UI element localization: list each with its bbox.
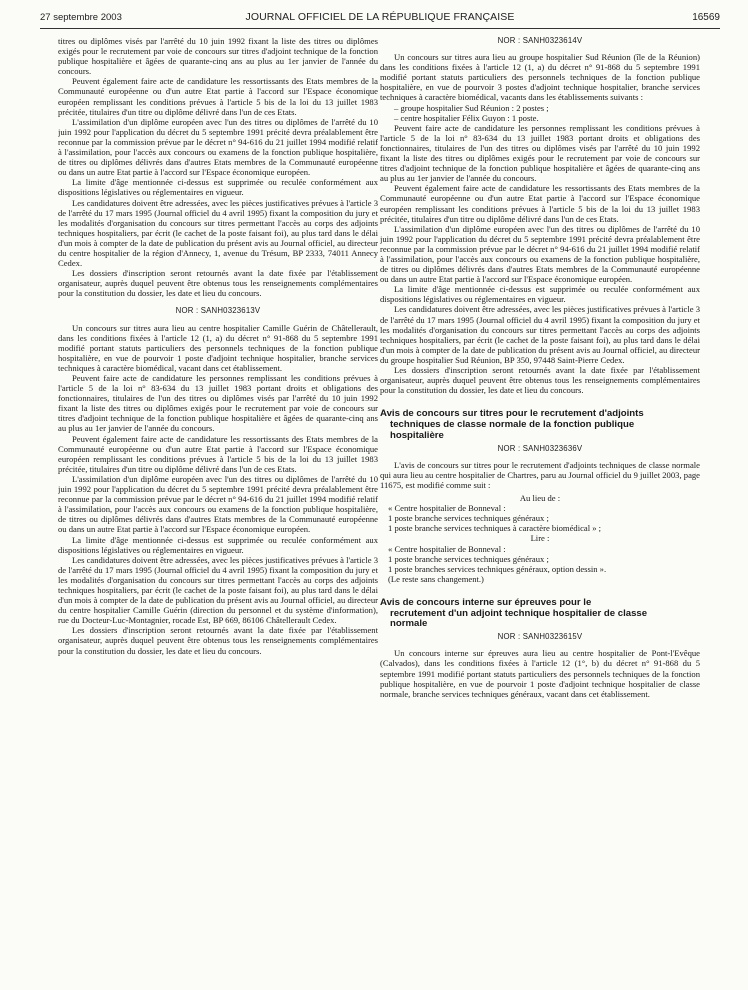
- paragraph: Peuvent également faire acte de candidature les ressortissants des Etats membres de la Communauté européenne ou d'un autre Etat partie à l'accord sur l'Espace économique européen remplissant les conditions prévues à l'article 5 bis de la loi du 13 juillet 1983 précitée, titulaires d'un titre ou diplôme délivré dans l'un de ces Etats.: [58, 433, 378, 474]
- amendment-label: Lire :: [530, 533, 550, 544]
- amendment-label: Au lieu de :: [519, 493, 561, 504]
- paragraph: Peuvent également faire acte de candidature les ressortissants des Etats membres de la Communauté européenne ou d'un autre Etat partie à l'accord sur l'Espace économique européen remplissant les conditions prévues à l'article 5 bis de la loi du 13 juillet 1983 précitée, titulaires d'un titre ou diplôme délivré dans l'un de ces Etats.: [58, 76, 378, 117]
- list-item: – centre hospitalier Félix Guyon : 1 poste.: [394, 112, 539, 123]
- section-heading: [380, 598, 700, 630]
- paragraph: Un concours interne sur épreuves aura lieu au centre hospitalier de Pont-l'Evêque (Calvados), dans les conditions fixées à l'article 12 (1°, b) du décret n° 91-868 du 5 septembre 1991 modifié portant statuts particuliers des personnels techniques de la fonction publique hospitalière, en vue de pourvoir 1 poste d'adjoint technique hospitalier de classe normale, branche services techniques généraux, vacant dans cet établissement.: [380, 648, 700, 699]
- paragraph: L'assimilation d'un diplôme européen avec l'un des titres ou diplômes de l'arrêté du 10 juin 1992 pour l'application du décret du 5 septembre 1991 précité devra préalablement être reconnue par la commission prévue par le décret n° 94-616 du 21 juillet 1994 modifié relatif à l'assimilation, pour l'accès aux concours ou examens de la fonction publique hospitalière, de titres ou diplômes délivrés dans d'autres Etats membres de la Communauté européenne ou dans un autre Etat partie à l'accord sur l'Espace économique européen.: [58, 116, 378, 178]
- paragraph: Les candidatures doivent être adressées, avec les pièces justificatives prévues à l'article 3 de l'arrêté du 17 mars 1995 (Journal officiel du 4 avril 1995) fixant la composition du jury et les modalités d'organisation du concours sur titres permettant l'accès au corps des adjoints techniques hospitaliers, par écrit (le cachet de la poste faisant foi), au plus tard dans le délai d'un mois à compter de la date de publication du présent avis au Journal officiel, au directeur du groupe hospitalier Sud Réunion, BP 350, 97448 Saint-Pierre Cedex.: [380, 304, 700, 365]
- issue-date: 27 septembre 2003: [40, 12, 122, 23]
- journal-title: JOURNAL OFFICIEL DE LA RÉPUBLIQUE FRANÇAISE: [245, 11, 515, 23]
- page-number: 16569: [692, 12, 720, 23]
- heading-line: recrutement d'un adjoint technique hospitalier de classe: [390, 607, 648, 619]
- quoted-line: « Centre hospitalier de Bonneval :: [388, 503, 506, 514]
- paragraph: Un concours sur titres aura lieu au centre hospitalier Camille Guérin de Châtellerault, dans les conditions fixées à l'article 12 (1, a) du décret n° 91-868 du 5 septembre 1991 modifié portant statuts particuliers des personnels techniques de la fonction publique hospitalière, en vue de pourvoir 1 poste d'adjoint technique hospitalier, branche services techniques à caractère biomédical, vacant dans cet établissement.: [58, 322, 378, 373]
- quoted-line: 1 poste branche services techniques généraux ;: [388, 513, 549, 524]
- paragraph: L'assimilation d'un diplôme européen avec l'un des titres ou diplômes de l'arrêté du 10 juin 1992 pour l'application du décret du 5 septembre 1991 précité devra préalablement être reconnue par la commission prévue par le décret n° 94-616 du 21 juillet 1994 modifié relatif à l'assimilation, pour l'accès aux concours ou examens de la fonction publique hospitalière, de titres ou diplômes délivrés dans d'autres Etats membres de la Communauté européenne ou dans un autre Etat partie à l'accord sur l'Espace économique européen.: [380, 223, 700, 285]
- paragraph: titres ou diplômes visés par l'arrêté du 10 juin 1992 fixant la liste des titres ou diplômes exigés pour le recrutement par voie de concours sur titres d'adjoint technique de la fonction publique hospitalière et âgées de quarante-cinq ans au plus au 1er janvier de l'année du concours.: [58, 36, 378, 77]
- paragraph: La limite d'âge mentionnée ci-dessus est supprimée ou reculée conformément aux dispositions législatives ou réglementaires en vigueur.: [58, 534, 378, 555]
- paragraph: Les dossiers d'inscription seront retournés avant la date fixée par l'établissement organisateur, auprès duquel peuvent être obtenus tous les renseignements complémentaires pour la constitution du dossier, les date et lieu du concours.: [58, 268, 378, 299]
- heading-line: Avis de concours interne sur épreuves pour le: [380, 596, 592, 608]
- paragraph: Peuvent faire acte de candidature les personnes remplissant les conditions prévues à l'article 5 de la loi n° 83-634 du 13 juillet 1983 portant droits et obligations des fonctionnaires, titulaires de l'un des titres ou diplômes visés par l'arrêté du 10 juin 1992 fixant la liste des titres ou diplômes exigés pour le recrutement par voie de concours sur titres d'adjoint technique de la fonction publique hospitalière et âgées de quarante-cinq ans au plus au 1er janvier de l'année du concours.: [380, 122, 700, 184]
- right-column: [380, 36, 700, 982]
- section-heading: [380, 409, 700, 441]
- heading-line: Avis de concours sur titres pour le recrutement d'adjoints: [380, 408, 644, 420]
- paragraph: L'assimilation d'un diplôme européen avec l'un des titres ou diplômes de l'arrêté du 10 juin 1992 pour l'application du décret du 5 septembre 1991 précité devra préalablement être reconnue par la commission prévue par le décret n° 94-616 du 21 juillet 1994 modifié relatif à l'assimilation, pour l'accès aux concours ou examens de la fonction publique hospitalière, de titres ou diplômes délivrés dans d'autres Etats membres de la Communauté européenne ou dans un autre Etat partie à l'accord sur l'Espace économique européen.: [58, 473, 378, 535]
- paragraph: La limite d'âge mentionnée ci-dessus est supprimée ou reculée conformément aux dispositions législatives ou réglementaires en vigueur.: [58, 177, 378, 198]
- paragraph: Les dossiers d'inscription seront retournés avant la date fixée par l'établissement organisateur, auprès duquel peuvent être obtenus tous les renseignements complémentaires pour la constitution du dossier, les date et lieu du concours.: [380, 365, 700, 396]
- quoted-line: 1 poste branche services techniques à caractère biomédical » ;: [388, 523, 602, 534]
- paragraph: Un concours sur titres aura lieu au groupe hospitalier Sud Réunion (île de la Réunion) dans les conditions fixées à l'article 12 (1, a) du décret n° 91-868 du 5 septembre 1991 modifié portant statuts particuliers des personnels techniques de la fonction publique hospitalière, en vue de pourvoir 3 postes d'adjoint technique hospitalier, branche services techniques à caractère biomédical, vacants dans les établissements suivants :: [380, 52, 700, 103]
- heading-line: techniques de classe normale de la fonction publique: [390, 419, 635, 431]
- paragraph: Peuvent faire acte de candidature les personnes remplissant les conditions prévues à l'article 5 de la loi n° 83-634 du 13 juillet 1983 portant droits et obligations des fonctionnaires, titulaires de l'un des titres ou diplômes visés par l'arrêté du 10 juin 1992 fixant la liste des titres ou diplômes exigés pour le recrutement par voie de concours sur titres d'adjoint technique de la fonction publique hospitalière et âgées de quarante-cinq ans au plus au 1er janvier de l'année du concours.: [58, 373, 378, 434]
- quoted-line: « Centre hospitalier de Bonneval :: [388, 543, 506, 554]
- quoted-line: 1 poste branches services techniques généraux, option dessin ».: [388, 563, 607, 574]
- quoted-line: 1 poste branche services techniques généraux ;: [388, 553, 549, 564]
- paragraph: Les candidatures doivent être adressées, avec les pièces justificatives prévues à l'article 3 de l'arrêté du 17 mars 1995 (Journal officiel du 4 avril 1995) fixant la composition du jury et les modalités d'organisation du concours sur titres permettant l'accès au corps des adjoints techniques hospitaliers, par écrit (le cachet de la poste faisant foi), au plus tard dans le délai d'un mois à compter de la date de publication du présent avis au Journal officiel, au directeur du centre hospitalier de la région d'Annecy, 1, avenue du Trésum, BP 2333, 74011 Annecy Cedex.: [58, 197, 378, 269]
- list-item: – groupe hospitalier Sud Réunion : 2 postes ;: [394, 102, 549, 113]
- left-column: [58, 36, 378, 982]
- nor-reference: NOR : SANH0323614V: [497, 36, 583, 45]
- quoted-line: (Le reste sans changement.): [388, 573, 484, 584]
- paragraph: Les candidatures doivent être adressées, avec les pièces justificatives prévues à l'article 3 de l'arrêté du 17 mars 1995 (Journal officiel du 4 avril 1995) fixant la composition du jury et les modalités d'organisation du concours sur titres permettant l'accès au corps des adjoints techniques hospitaliers, par écrit (le cachet de la poste faisant foi), au plus tard dans le délai d'un mois à compter de la date de publication du présent avis au Journal officiel, au directeur du centre hospitalier Camille Guérin (direction du personnel et du système d'information), rue du Docteur-Luc-Montagnier, rocade Est, BP 669, 86106 Châtellerault Cedex.: [58, 554, 378, 626]
- page-header: [40, 10, 720, 26]
- paragraph: L'avis de concours sur titres pour le recrutement d'adjoints techniques de classe normale qui aura lieu au centre hospitalier de Chartres, paru au Journal officiel du 9 juillet 2003, page 11675, est modifié comme suit :: [380, 459, 700, 490]
- nor-reference: NOR : SANH0323615V: [497, 632, 583, 642]
- nor-reference: NOR : SANH0323636V: [497, 443, 583, 453]
- nor-reference: NOR : SANH0323613V: [175, 306, 261, 316]
- heading-line: hospitalière: [390, 429, 444, 441]
- header-rule: [40, 28, 720, 29]
- paragraph: Les dossiers d'inscription seront retournés avant la date fixée par l'établissement organisateur, auprès duquel peuvent être obtenus tous les renseignements complémentaires pour la constitution du dossier, les date et lieu du concours.: [58, 625, 378, 656]
- heading-line: normale: [390, 618, 428, 630]
- establishment-list: [380, 103, 700, 123]
- paragraph: La limite d'âge mentionnée ci-dessus est supprimée ou reculée conformément aux dispositions législatives ou réglementaires en vigueur.: [380, 284, 700, 305]
- paragraph: Peuvent également faire acte de candidature les ressortissants des Etats membres de la Communauté européenne ou d'un autre Etat partie à l'accord sur l'Espace économique européen remplissant les conditions prévues à l'article 5 bis de la loi du 13 juillet 1983 précitée, titulaires d'un titre ou diplôme délivré dans l'un de ces Etats.: [380, 183, 700, 224]
